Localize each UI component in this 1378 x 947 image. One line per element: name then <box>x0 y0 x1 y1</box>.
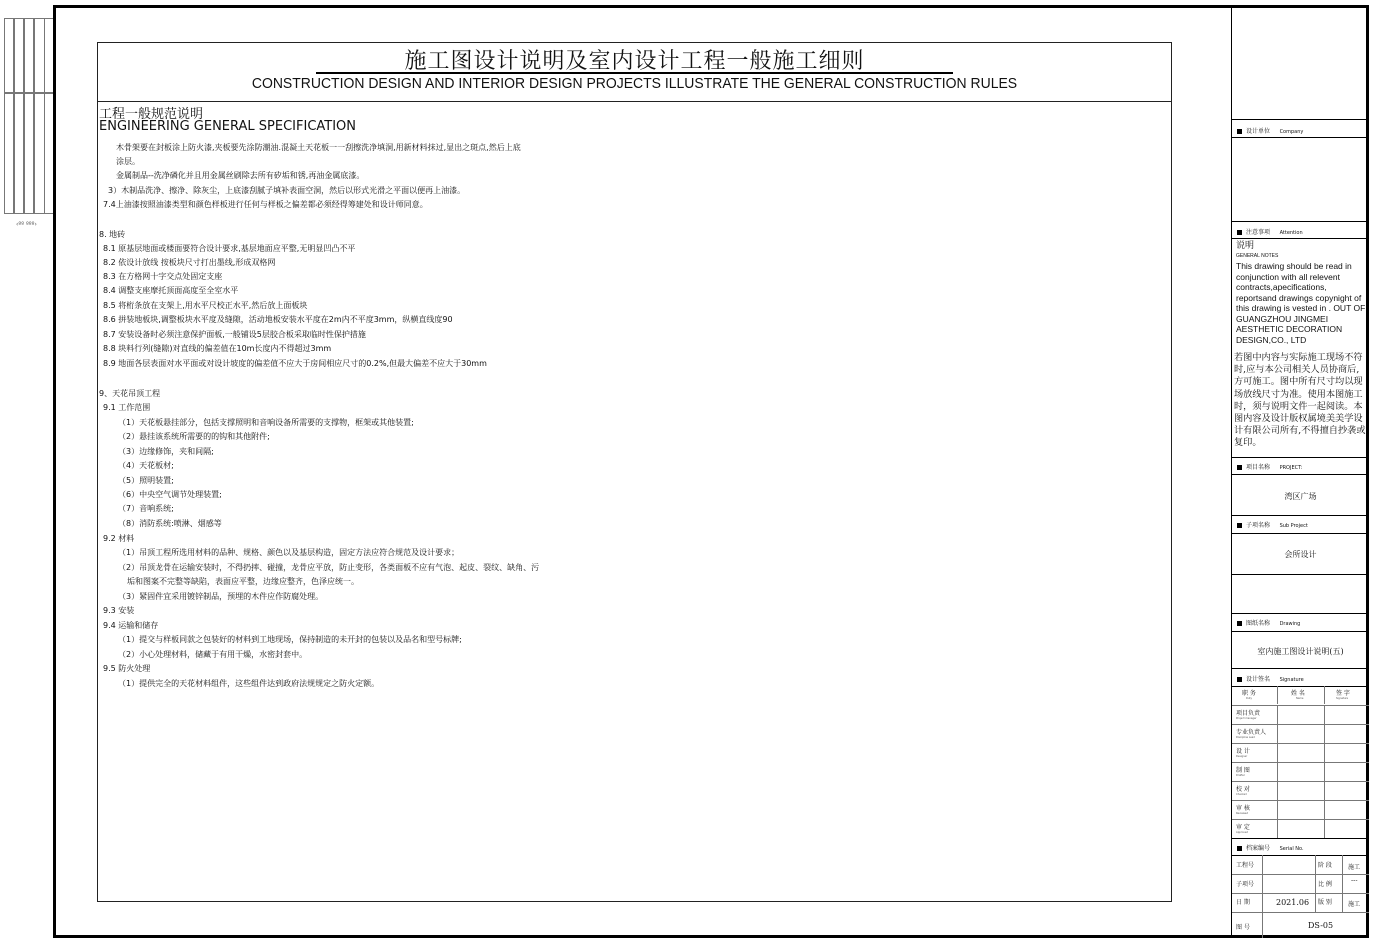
signature-role-en: Reviewed <box>1236 812 1249 815</box>
section-title-cn: 工程一般规范说明 <box>99 107 204 122</box>
signature-role: 审 定 <box>1236 824 1250 831</box>
tb-divider <box>1232 137 1369 138</box>
project-label: 项目名称 PROJECT: <box>1237 462 1302 471</box>
tb-divider <box>1232 119 1369 120</box>
tb-divider <box>1232 613 1369 614</box>
page-title-en: CONSTRUCTION DESIGN AND INTERIOR DESIGN PROJECTS ILLUSTRATE THE GENERAL CONSTRUCTION RULES <box>251 75 1018 92</box>
signature-role-en: Drafter <box>1236 774 1245 777</box>
body-line: 9.5 防火处理 <box>103 664 151 673</box>
signature-role-en: Designer <box>1236 755 1248 758</box>
stage-label: 阶 段 <box>1318 862 1332 869</box>
company-label: 设计单位 Company <box>1237 126 1303 135</box>
body-line: （7）音响系统; <box>118 504 174 513</box>
body-line: 8.5 将桁条放在支架上,用水平尺校正水平,然后放上面板块 <box>103 301 308 310</box>
body-line: 8.8 块料行列(缝隙)对直线的偏差值在10m长度内不得超过3mm <box>103 344 332 353</box>
scale-label: 比 例 <box>1318 881 1332 888</box>
signature-role: 制 图 <box>1236 767 1250 774</box>
notes-cn-head: 说明 <box>1236 241 1255 251</box>
page-title-cn: 施工图设计说明及室内设计工程一般施工细则 <box>404 49 865 74</box>
signature-role-en: Checked <box>1236 793 1247 796</box>
body-line: 9.3 安装 <box>103 606 135 615</box>
signature-row <box>1232 743 1369 762</box>
signature-role-en: Discipline Lead <box>1236 736 1255 739</box>
section-title-en: ENGINEERING GENERAL SPECIFICATION <box>99 119 357 134</box>
notes-en-head: GENERAL NOTES <box>1236 253 1279 259</box>
version-label: 版 别 <box>1318 899 1332 906</box>
signature-role-en: Approved <box>1236 831 1248 834</box>
signature-header: 职 务 Duty 姓 名 Name 签 字 Signature <box>1232 686 1369 705</box>
body-line: 8.1 原基层地面或楼面要符合设计要求,基层地面应平整,无明显凹凸不平 <box>103 244 356 253</box>
serial-label: 档案编号 Serial No. <box>1237 843 1304 852</box>
tb-divider <box>1232 855 1369 856</box>
signature-label: 设计签名 Signature <box>1237 674 1304 683</box>
body-line: 9.2 材料 <box>103 534 135 543</box>
body-line: （1）提交与样板同款之包装好的材料到工地现场，保持制造的未开封的包装以及品名和型号标牌; <box>118 635 462 644</box>
tb-divider <box>1232 238 1369 239</box>
signature-row <box>1232 724 1369 743</box>
signature-role: 设 计 <box>1236 748 1250 755</box>
tb-divider <box>1232 457 1369 458</box>
body-line: 9、天花吊顶工程 <box>99 389 161 398</box>
signature-role-en: Project manager <box>1236 717 1257 720</box>
body-line: （1）提供完全的天花材料组件，这些组件达到政府法规规定之防火定额。 <box>118 679 380 688</box>
body-line: （3）边缘修饰，夹和间隔; <box>118 447 214 456</box>
body-line: 8.7 安装设备时必须注意保护面板,一般铺设5层胶合板采取临时性保护措施 <box>103 330 366 339</box>
body-line: （3）紧固件宜采用镀锌制品，预埋的木件应作防腐处理。 <box>118 592 324 601</box>
tb-divider <box>1232 533 1369 534</box>
body-line: 垢和图案不完整等缺陷，表面应平整，边缘应整齐，色泽应统一。 <box>127 577 359 586</box>
attention-label: 注意事项 Attention <box>1237 227 1303 236</box>
date-value: 2021.06 <box>1276 898 1310 907</box>
project-value: 湾区广场 <box>1284 492 1317 501</box>
signature-row <box>1232 819 1369 838</box>
body-line: （1）天花板悬挂部分，包括支撑照明和音响设备所需要的支撑物，框架或其他装置; <box>118 418 414 427</box>
body-line: （8）消防系统:喷淋、烟感等 <box>118 519 222 528</box>
body-line: 金属制品--洗净磷化并且用金属丝刷除去所有矽垢和锈,再油金属底漆。 <box>116 171 365 180</box>
tb-divider <box>1232 838 1369 839</box>
signature-row <box>1232 762 1369 781</box>
title-underline <box>316 72 953 74</box>
tb-divider <box>1232 668 1369 669</box>
body-line: 木骨架要在封板涂上防火漆,夹板要先涂防潮油.混凝土天花板一一刮擦洗净填洞,用新材料抹过,显出之斑点,然后上底 <box>116 143 521 152</box>
date-label: 日 期 <box>1236 899 1250 906</box>
body-line: （2）悬挂该系统所需要的的钩和其他附件; <box>118 432 270 441</box>
left-margin-strip <box>4 18 54 238</box>
scale-value: --- <box>1351 877 1358 884</box>
body-line: （4）天花板材; <box>118 461 174 470</box>
notes-en: This drawing should be read in conjunction with all relevent contracts,apecifications, reportsand drawings copynight of this drawing is vested in . OUT OF GUANGZHOU JINGMEI AESTHETIC DECORATION DESIGN,CO., LTD <box>1236 261 1366 345</box>
signature-role: 专业负责人 <box>1236 729 1267 736</box>
body-line: 8.6 拼装地板块,调整板块水平度及缝隙，活动地板安装水平度在2m内不平度3mm，纵横直线度90 <box>103 315 453 324</box>
body-line: （2）小心处理材料，储藏于有用干燥，水密封套中。 <box>118 650 308 659</box>
body-line: 3）木制品洗净、擦净、除灰尘，上底漆刮腻子填补表面空洞，然后以形式光滑之平面以便再上油漆。 <box>108 186 466 195</box>
stage-value: 施工 <box>1348 864 1361 871</box>
body-line: （6）中央空气调节处理装置; <box>118 490 222 499</box>
body-line: （5）照明装置; <box>118 476 174 485</box>
project-no-label: 工程号 <box>1236 862 1255 869</box>
body-line: （1）吊顶工程所选用材料的品种、规格、颜色以及基层构造，固定方法应符合规范及设计要求； <box>118 548 460 557</box>
body-line: 9.4 运输和储存 <box>103 621 159 630</box>
body-line: 8.3 在方格网十字交点处固定支座 <box>103 272 223 281</box>
body-line: 8. 地砖 <box>99 230 126 239</box>
signature-row <box>1232 800 1369 819</box>
tb-divider <box>1232 221 1369 222</box>
subproject-label: 子项名称 Sub Project <box>1237 520 1308 529</box>
subproject-value: 会所设计 <box>1284 550 1317 559</box>
drawing-no-label: 图 号 <box>1236 924 1250 931</box>
tb-divider <box>1232 574 1369 575</box>
body-line: 8.9 地面各层表面对水平面或对设计坡度的偏差值不应大于房间相应尺寸的0.2%,但最大偏差不应大于30mm <box>103 359 487 368</box>
body-line: 涂层。 <box>116 157 140 166</box>
tb-divider <box>1232 515 1369 516</box>
notes-cn: 若图中内容与实际施工现场不符时,应与本公司相关人员协商后,方可施工。图中所有尺寸均以现场放线尺寸为准。使用本图施工时，须与说明文件一起阅读。本图内容及设计版权属境美美学设计有限公司所有,不得擅自抄袭或复印。 <box>1234 352 1366 449</box>
version-value: 施工 <box>1348 901 1361 908</box>
body-line: （2）吊顶龙骨在运输安装时，不得扔摔、碰撞，龙骨应平放，防止变形，各类面板不应有气泡、起皮、裂纹、缺角、污 <box>118 563 540 572</box>
signature-role: 校 对 <box>1236 786 1250 793</box>
body-line: 8.4 调整支座摩托顶面高度至全室水平 <box>103 286 239 295</box>
tb-divider <box>1232 631 1369 632</box>
signature-role: 项目负责 <box>1236 710 1261 717</box>
drawing-no-value: DS-05 <box>1308 921 1334 930</box>
body-line: 8.2 依设计放线 按板块尺寸打出墨线,形成双格网 <box>103 258 276 267</box>
header-divider <box>97 101 1172 102</box>
left-strip-mark: ‹ºº ººº› <box>16 221 37 228</box>
signature-row <box>1232 705 1369 724</box>
drawing-value: 室内施工图设计说明(五) <box>1257 647 1344 656</box>
body-line: 7.4上油漆按照油漆类型和颜色样板进行任何与样板之偏差都必须经得筹建处和设计师同意。 <box>103 200 428 209</box>
sub-no-label: 子项号 <box>1236 881 1255 888</box>
signature-row <box>1232 781 1369 800</box>
body-line: 9.1 工作范围 <box>103 403 151 412</box>
signature-role: 审 核 <box>1236 805 1250 812</box>
tb-divider <box>1232 474 1369 475</box>
drawing-label: 图纸名称 Drawing <box>1237 618 1300 627</box>
